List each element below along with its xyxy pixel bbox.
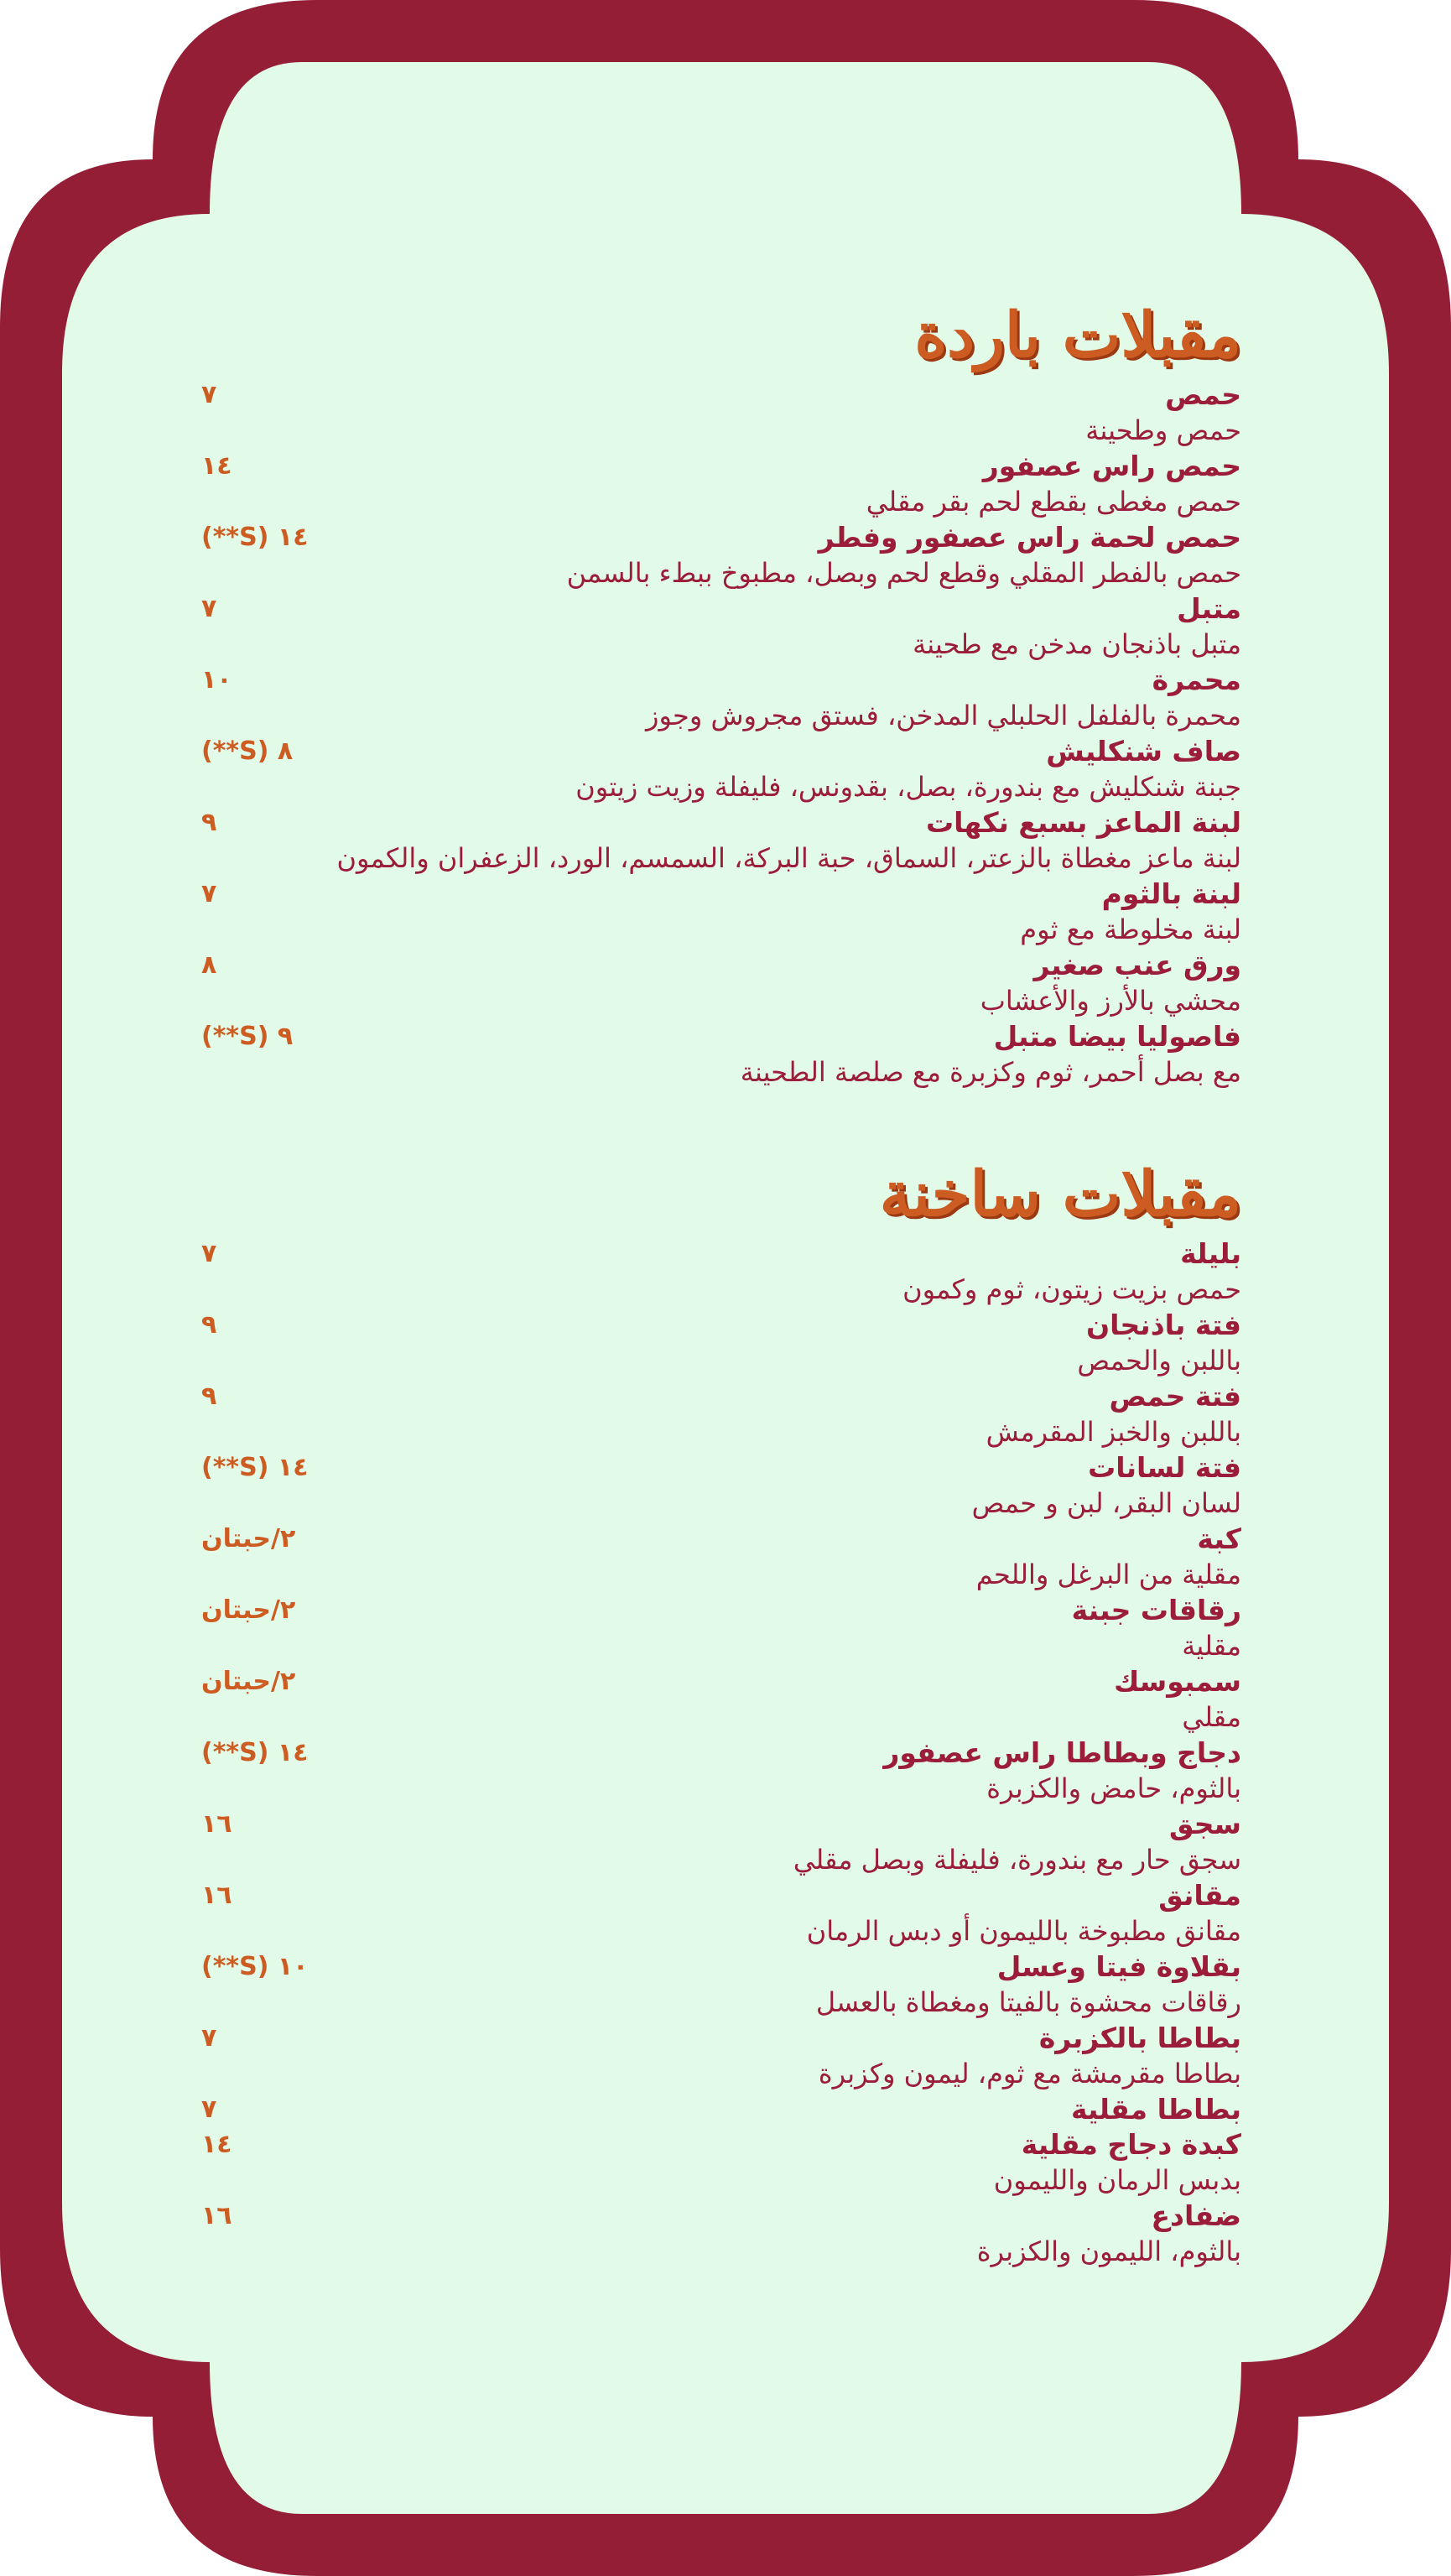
menu-item-header: [201, 1949, 1241, 1985]
menu-item-price: ٨ (S**): [201, 736, 294, 766]
menu-item-price: ٧: [201, 2095, 217, 2124]
menu-item-name: رقاقات جبنة: [1071, 1594, 1241, 1626]
menu-item-header: [201, 1522, 1241, 1557]
menu-item-header: [201, 1664, 1241, 1699]
menu-item-name: حمص راس عصفور: [982, 450, 1241, 482]
menu-item-header: [201, 2199, 1241, 2234]
menu-item-name: كبة: [1197, 1522, 1241, 1555]
menu-item-description: مقلية من البرغل واللحم: [975, 1559, 1241, 1590]
menu-item-price: ١٦: [201, 1809, 232, 1839]
menu-item-name: متبل: [1177, 592, 1241, 625]
section-title-hot: مقبلات ساخنة: [879, 1158, 1241, 1231]
menu-item-name: بطاطا مقلية: [1070, 2093, 1241, 2126]
menu-item: [201, 1522, 1241, 1593]
menu-item-price: ٧: [201, 380, 217, 409]
menu-item-description: حمص وطحينة: [1085, 414, 1241, 446]
menu-item: [201, 663, 1241, 734]
menu-item-price: ١٤ (S**): [201, 1738, 309, 1767]
menu-item: [201, 734, 1241, 805]
menu-item: [201, 1807, 1241, 1878]
menu-item-header: [201, 734, 1241, 769]
menu-item-description: بالثوم، حامض والكزبرة: [986, 1772, 1241, 1804]
section-title-cold: مقبلات باردة: [914, 299, 1241, 372]
menu-item: [201, 2021, 1241, 2092]
menu-item: [201, 1593, 1241, 1664]
menu-item-description: بدبس الرمان والليمون: [993, 2164, 1241, 2196]
menu-item-name: صاف شنكليش: [1046, 735, 1241, 768]
menu-item-header: [201, 663, 1241, 698]
menu-item-header: [201, 377, 1241, 413]
menu-item-description: جبنة شنكليش مع بندورة، بصل، بقدونس، فليفلة وزيت زيتون: [575, 771, 1241, 803]
menu-item-header: [201, 877, 1241, 912]
menu-item: [201, 449, 1241, 520]
menu-item-description: محمرة بالفلفل الحلبلي المدخن، فستق مجروش وجوز: [646, 700, 1241, 731]
menu-item-header: [201, 1807, 1241, 1842]
menu-item-price: ٧: [201, 879, 217, 908]
menu-item-header: [201, 1593, 1241, 1628]
menu-item-price: ١٤: [201, 451, 232, 481]
menu-item-name: فتة حمص: [1109, 1380, 1241, 1413]
menu-item: [201, 1019, 1241, 1090]
menu-item: [201, 377, 1241, 449]
menu-item-description: مقلية: [1182, 1630, 1241, 1662]
hot-items-list: [201, 1236, 1241, 2270]
menu-item-header: [201, 805, 1241, 840]
menu-item-price: ١٠ (S**): [201, 1952, 309, 1981]
menu-item-price: ٩ (S**): [201, 1022, 294, 1051]
menu-item-price: ١٤ (S**): [201, 1453, 309, 1482]
menu-item: [201, 1308, 1241, 1379]
section-hot-appetizers: [201, 1153, 1241, 2270]
menu-content: [201, 294, 1241, 2270]
menu-item-description: مقلي: [1182, 1701, 1241, 1733]
menu-item-name: لبنة الماعز بسبع نكهات: [925, 806, 1241, 839]
menu-item-name: لبنة بالثوم: [1101, 877, 1241, 910]
menu-item-name: سمبوسك: [1114, 1665, 1241, 1698]
menu-item-description: بالثوم، الليمون والكزبرة: [976, 2235, 1241, 2267]
section-cold-appetizers: [201, 294, 1241, 1090]
menu-item-name: فاصوليا بيضا متبل: [993, 1020, 1241, 1053]
menu-item-description: باللبن والخبز المقرمش: [986, 1416, 1241, 1448]
menu-item-name: حمص لحمة راس عصفور وفطر: [818, 521, 1241, 554]
menu-item-name: بقلاوة فيتا وعسل: [996, 1950, 1241, 1983]
menu-item: [201, 1736, 1241, 1807]
menu-item-description: حمص مغطى بقطع لحم بقر مقلي: [866, 486, 1241, 518]
menu-item-header: [201, 1308, 1241, 1343]
menu-item-description: لبنة مخلوطة مع ثوم: [1020, 913, 1241, 945]
menu-item: [201, 520, 1241, 591]
menu-item-header: [201, 948, 1241, 983]
menu-item-header: [201, 520, 1241, 555]
menu-item-name: دجاج وبطاطا راس عصفور: [883, 1736, 1241, 1769]
menu-item-name: مقانق: [1158, 1879, 1241, 1912]
menu-item-header: [201, 591, 1241, 627]
menu-item-price: ١٤ (S**): [201, 523, 309, 552]
menu-item-header: [201, 1878, 1241, 1913]
menu-item-header: [201, 2092, 1241, 2127]
menu-item-description: محشي بالأرز والأعشاب: [980, 985, 1241, 1017]
menu-item-description: بطاطا مقرمشة مع ثوم، ليمون وكزبرة: [818, 2058, 1241, 2089]
menu-item-price: ١٦: [201, 2201, 232, 2230]
menu-item-price: ٩: [201, 1382, 217, 1411]
menu-item-price: ١٠: [201, 665, 232, 695]
menu-item-name: ضفادع: [1151, 2199, 1241, 2232]
menu-item: [201, 1236, 1241, 1308]
menu-item-name: فتة لسانات: [1088, 1451, 1241, 1484]
menu-item-header: [201, 2021, 1241, 2056]
menu-item-price: ٧: [201, 2023, 217, 2053]
menu-item: [201, 2092, 1241, 2127]
menu-item: [201, 591, 1241, 663]
menu-item-header: [201, 1379, 1241, 1414]
menu-item-price: ٨: [201, 950, 217, 980]
menu-item: [201, 1949, 1241, 2021]
menu-item-description: مع بصل أحمر، ثوم وكزبرة مع صلصة الطحينة: [740, 1056, 1241, 1088]
menu-item-price: ١٤: [201, 2130, 232, 2159]
menu-item: [201, 1450, 1241, 1522]
menu-item-name: حمص: [1165, 378, 1241, 411]
menu-item-name: بليلة: [1180, 1237, 1241, 1270]
menu-item-header: [201, 1019, 1241, 1054]
menu-item-price: ١٦: [201, 1881, 232, 1910]
menu-item: [201, 805, 1241, 877]
menu-item: [201, 2199, 1241, 2270]
menu-item-price: ٢/حبتان: [201, 1667, 296, 1696]
menu-item-description: مقانق مطبوخة بالليمون أو دبس الرمان: [806, 1915, 1241, 1947]
menu-item-description: حمص بزيت زيتون، ثوم وكمون: [902, 1273, 1241, 1305]
menu-item-name: كبدة دجاج مقلية: [1021, 2128, 1241, 2161]
menu-item-price: ٧: [201, 594, 217, 623]
menu-item-header: [201, 1236, 1241, 1272]
menu-item-price: ٢/حبتان: [201, 1595, 296, 1625]
menu-item-name: فتة باذنجان: [1085, 1309, 1241, 1341]
menu-item-price: ٢/حبتان: [201, 1524, 296, 1553]
menu-item-description: باللبن والحمص: [1077, 1345, 1241, 1376]
menu-item-description: سجق حار مع بندورة، فليفلة وبصل مقلي: [793, 1844, 1241, 1876]
menu-item: [201, 2127, 1241, 2199]
menu-item: [201, 1379, 1241, 1450]
menu-item-name: ورق عنب صغير: [1033, 949, 1241, 981]
menu-item-price: ٩: [201, 808, 217, 837]
menu-item-header: [201, 1736, 1241, 1771]
menu-item-header: [201, 2127, 1241, 2162]
menu-item-description: لسان البقر، لبن و حمص: [971, 1487, 1241, 1519]
menu-item: [201, 1878, 1241, 1949]
menu-item-header: [201, 449, 1241, 484]
menu-item-header: [201, 1450, 1241, 1486]
menu-item: [201, 948, 1241, 1019]
menu-item: [201, 1664, 1241, 1736]
menu-item-name: بطاطا بالكزبرة: [1038, 2022, 1241, 2054]
menu-item-price: ٩: [201, 1310, 217, 1340]
cold-items-list: [201, 377, 1241, 1090]
menu-item-description: متبل باذنجان مدخن مع طحينة: [913, 628, 1241, 660]
menu-item-description: رقاقات محشوة بالفيتا ومغطاة بالعسل: [815, 1986, 1241, 2018]
menu-item-name: محمرة: [1152, 664, 1241, 696]
menu-item: [201, 877, 1241, 948]
menu-item-description: حمص بالفطر المقلي وقطع لحم وبصل، مطبوخ ببطء بالسمن: [566, 557, 1241, 589]
menu-item-description: لبنة ماعز مغطاة بالزعتر، السماق، حبة البركة، السمسم، الورد، الزعفران والكمون: [336, 842, 1241, 874]
menu-item-name: سجق: [1169, 1808, 1241, 1840]
menu-item-price: ٧: [201, 1239, 217, 1268]
